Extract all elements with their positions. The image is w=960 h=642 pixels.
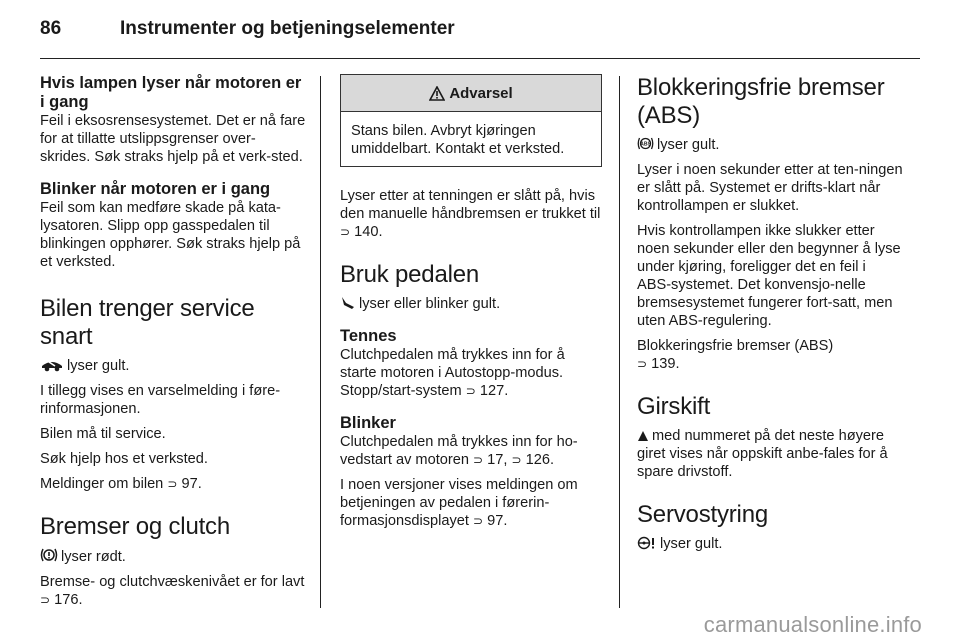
paragraph: Clutchpedalen må trykkes inn for å starte motoren i Autostopp-modus. Stopp/start-system ⊃ 127. <box>340 347 565 399</box>
page-number: 86 <box>40 18 62 39</box>
page-ref-arrow-icon: ⊃ <box>473 514 484 528</box>
section-brakes-clutch <box>40 513 306 609</box>
warning-title: Advarsel <box>449 84 513 102</box>
section-abs <box>637 74 903 373</box>
paragraph: lyser gult. <box>40 357 306 375</box>
warning-triangle-icon <box>429 86 445 101</box>
page-ref-arrow-icon: ⊃ <box>167 477 178 491</box>
page-ref[interactable]: 140. <box>354 224 383 240</box>
header-rule <box>40 58 920 59</box>
service-wrench-car-icon <box>40 358 64 372</box>
section-heading: Bremser og clutch <box>40 513 231 540</box>
warning-text: Stans bilen. Avbryt kjøringen umiddelbart. Kontakt et verksted. <box>351 123 565 157</box>
svg-text:ABS: ABS <box>640 141 651 148</box>
section-handbrake <box>340 187 602 241</box>
section-use-pedal <box>340 261 602 313</box>
section-lit <box>340 327 602 400</box>
paragraph: lyser eller blinker gult. <box>340 295 602 313</box>
paragraph: Blokkeringsfrie bremser (ABS) ⊃ 139. <box>637 338 834 372</box>
column-2 <box>340 74 602 537</box>
abs-warning-icon <box>637 136 654 151</box>
section-heading: Bruk pedalen <box>340 261 480 288</box>
page-ref[interactable]: 176. <box>54 592 83 608</box>
paragraph: med nummeret på det neste høyere giret vises når oppskift anbe-fales for å spare drivstoff. <box>637 428 888 480</box>
section-text: Feil i eksosrensesystemet. Det er nå fare for at tillatte utslippsgrenser over-skrides. Søk straks hjelp på et verk-sted. <box>40 113 306 165</box>
section-heading: Servostyring <box>637 501 768 528</box>
paragraph: Bremse- og clutchvæskenivået er for lavt ⊃ 176. <box>40 574 305 608</box>
section-title: Hvis lampen lyser når motoren er i gang <box>40 74 302 111</box>
page-header <box>40 18 920 48</box>
brake-warning-icon <box>40 547 58 563</box>
paragraph: Bilen må til service. <box>40 426 166 442</box>
section-power-steering <box>637 501 903 553</box>
page-ref[interactable]: 126. <box>525 452 555 468</box>
shift-up-arrow-icon <box>637 430 649 442</box>
paragraph: I tillegg vises en varselmelding i føre-rinformasjonen. <box>40 383 281 417</box>
column-divider <box>320 76 321 608</box>
section-text: Feil som kan medføre skade på kata-lysatoren. Slipp opp gasspedalen til blinkingen opphører. Søk straks hjelp på et verksted. <box>40 200 301 270</box>
warning-body <box>341 112 601 166</box>
page-ref[interactable]: 97. <box>487 513 508 529</box>
section-gearshift <box>637 393 903 481</box>
clutch-pedal-icon <box>340 296 356 310</box>
paragraph: lyser gult. <box>637 535 903 553</box>
paragraph: Søk hjelp hos et verksted. <box>40 451 208 467</box>
page-ref-arrow-icon: ⊃ <box>465 384 476 398</box>
page-ref-arrow-icon: ⊃ <box>340 225 351 239</box>
column-3 <box>637 74 903 560</box>
paragraph: Lyser etter at tenningen er slått på, hvis den manuelle håndbremsen er trukket til ⊃ 140. <box>340 188 601 240</box>
page-ref-arrow-icon: ⊃ <box>511 453 522 467</box>
paragraph: Clutchpedalen må trykkes inn for ho-vedstart av motoren ⊃ 17, ⊃ 126. <box>340 434 578 468</box>
paragraph: ABS lyser gult. <box>637 136 903 154</box>
page-ref-arrow-icon: ⊃ <box>473 453 484 467</box>
section-heading: Blokkeringsfrie bremser (ABS) <box>637 74 885 129</box>
page-ref[interactable]: 97. <box>181 476 202 492</box>
paragraph: Lyser i noen sekunder etter at ten-ningen er slått på. Systemet er drifts-klart når kontrollampen er slukket. <box>637 162 903 214</box>
page-ref-arrow-icon: ⊃ <box>637 357 648 371</box>
section-heading: Girskift <box>637 393 711 420</box>
paragraph: lyser rødt. <box>40 547 306 566</box>
section-title: Tennes <box>340 327 397 345</box>
page-ref[interactable]: 17, <box>487 452 508 468</box>
section-blinking <box>40 180 306 271</box>
warning-box <box>340 74 602 167</box>
column-divider <box>619 76 620 608</box>
paragraph: Meldinger om bilen ⊃ 97. <box>40 476 202 492</box>
section-lamp-on <box>40 74 306 166</box>
section-service <box>40 295 306 493</box>
paragraph: Hvis kontrollampen ikke slukker etter noen sekunder eller den begynner å lyse under kjøring, foreligger det en feil i ABS-systemet. Det konvensjo-nelle bremsesystemet fungerer fort-satt, men uten ABS-regulering. <box>637 223 901 329</box>
section-title: Blinker når motoren er i gang <box>40 180 271 198</box>
section-title: Blinker <box>340 414 396 432</box>
watermark: carmanualsonline.info <box>703 612 922 637</box>
section-heading: Bilen trenger service snart <box>40 295 255 350</box>
page-ref[interactable]: 127. <box>479 383 509 399</box>
page-ref-arrow-icon: ⊃ <box>40 593 51 607</box>
section-flashing <box>340 414 602 530</box>
page-title: Instrumenter og betjeningselementer <box>120 18 455 39</box>
warning-header <box>341 75 601 112</box>
page-ref[interactable]: 139. <box>651 356 680 372</box>
paragraph: I noen versjoner vises meldingen om betjeningen av pedalen i førerin-formasjonsdisplayet ⊃ 97. <box>340 477 578 529</box>
column-1 <box>40 74 306 616</box>
power-steering-icon <box>637 536 657 550</box>
